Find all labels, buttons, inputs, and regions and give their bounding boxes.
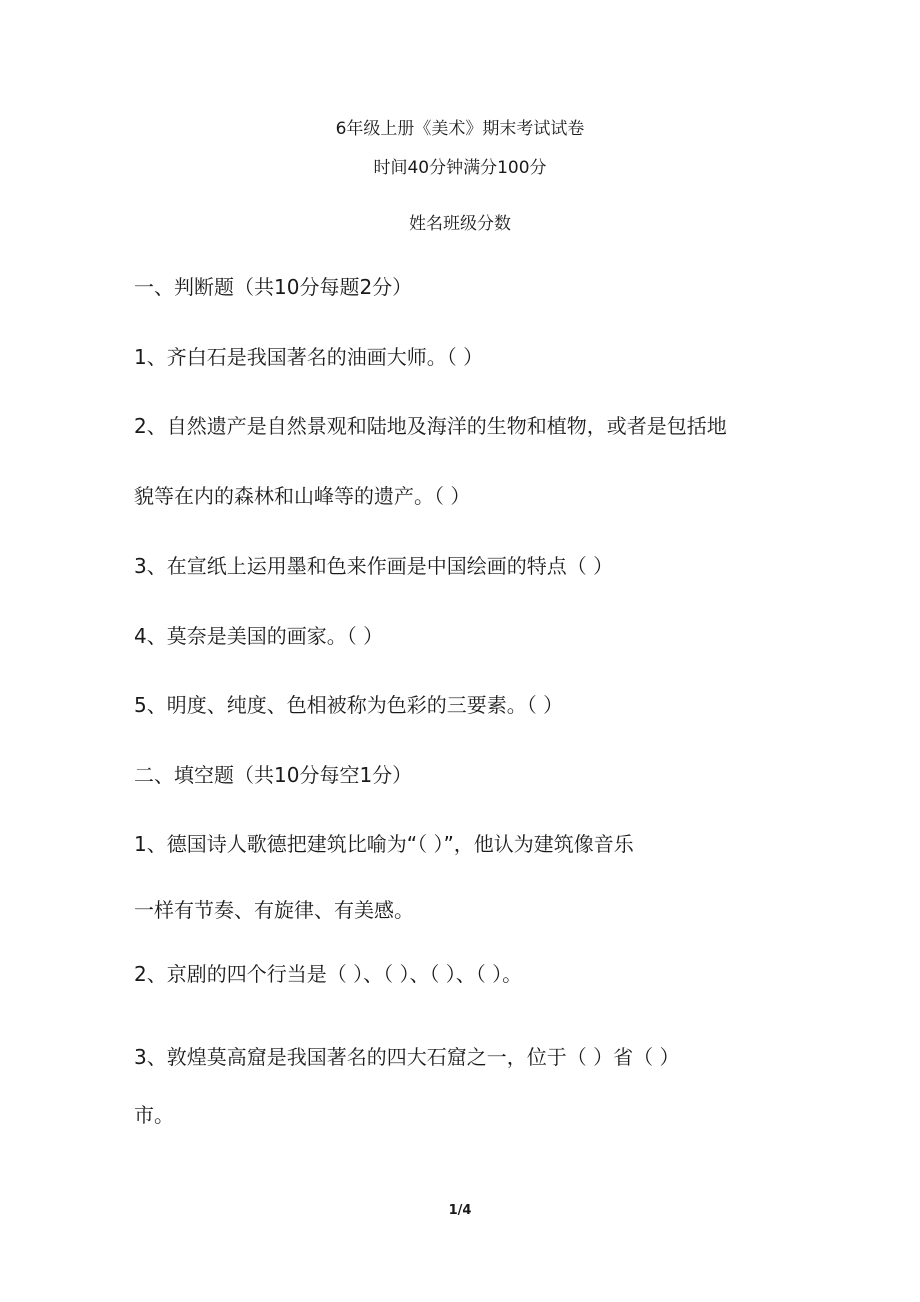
section-heading-true-false: 一、判断题（共10分每题2分） xyxy=(134,275,413,299)
fill-question-1-line-1: 1、德国诗人歌德把建筑比喻为“（ ）”，他认为建筑像音乐 xyxy=(134,832,634,856)
student-info-line: 姓名班级分数 xyxy=(409,214,511,234)
tf-question-1: 1、齐白石是我国著名的油画大师。（ ） xyxy=(134,345,484,369)
tf-question-4: 4、莫奈是美国的画家。（ ） xyxy=(134,624,384,648)
fill-question-3-line-2: 市。 xyxy=(134,1103,174,1127)
fill-question-3-line-1: 3、敦煌莫高窟是我国著名的四大石窟之一，位于（ ）省（ ） xyxy=(134,1045,680,1069)
exam-time-score: 时间40分钟满分100分 xyxy=(373,158,547,178)
tf-question-2-line-2: 貌等在内的森林和山峰等的遗产。（ ） xyxy=(134,484,471,508)
exam-title: 6年级上册《美术》期末考试试卷 xyxy=(335,119,585,139)
section-heading-fill-blank: 二、填空题（共10分每空1分） xyxy=(134,763,413,787)
page-number: 1/4 xyxy=(448,1203,472,1218)
tf-question-5: 5、明度、纯度、色相被称为色彩的三要素。（ ） xyxy=(134,693,564,717)
tf-question-2-line-1: 2、自然遗产是自然景观和陆地及海洋的生物和植物，或者是包括地 xyxy=(134,414,727,438)
fill-question-1-line-2: 一样有节奏、有旋律、有美感。 xyxy=(134,898,414,922)
tf-question-3: 3、在宣纸上运用墨和色来作画是中国绘画的特点（ ） xyxy=(134,554,614,578)
fill-question-2: 2、京剧的四个行当是（ ）、（ ）、（ ）、（ ）。 xyxy=(134,962,523,986)
